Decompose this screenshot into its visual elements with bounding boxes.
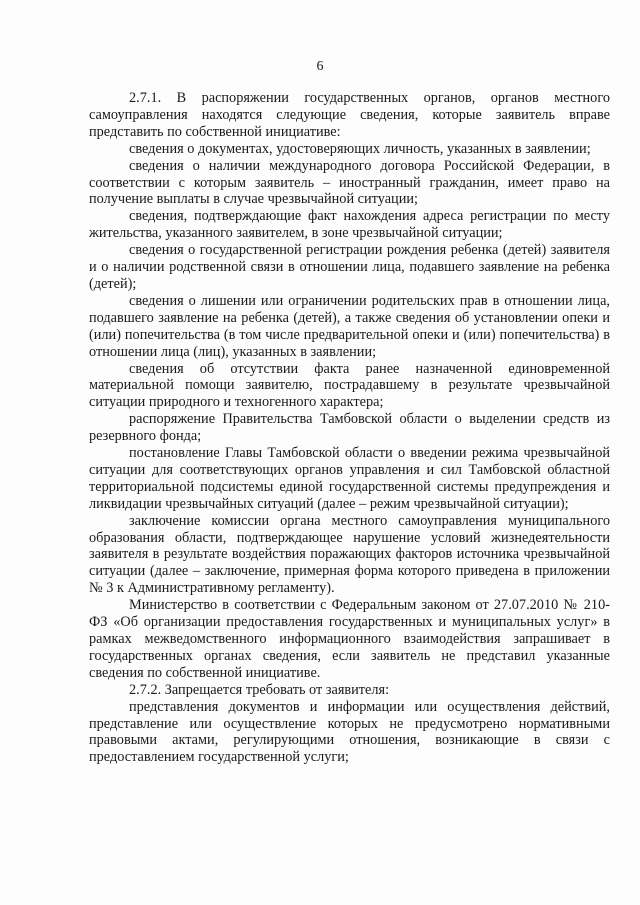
paragraph-2-7-1: 2.7.1. В распоряжении государственных органов, органов местного самоуправления находятся следующие сведения, которые заявитель вправе представить по собственной инициативе: [89,90,610,140]
paragraph-prohibited-documents: представления документов и информации или осуществления действий, представление или осуществление которых не предусмотрено нормативными правовыми актами, регулирующими отношения, возникающие в связи с предоставлением государственной услуги; [89,698,610,766]
paragraph-2-7-2: 2.7.2. Запрещается требовать от заявителя: [129,681,390,698]
page-number: 6 [316,59,324,74]
paragraph-identity-documents: сведения о документах, удостоверяющих личность, указанных в заявлении; [129,140,591,157]
paragraph-government-order: распоряжение Правительства Тамбовской области о выделении средств из резервного фонда; [89,411,610,445]
body-text [89,90,610,766]
paragraph-birth-registration: сведения о государственной регистрации рождения ребенка (детей) заявителя и о наличии родственной связи в отношении лица, подавшего заявление на ребенка (детей); [89,242,610,292]
paragraph-governor-resolution: постановление Главы Тамбовской области о введении режима чрезвычайной ситуации для соответствующих органов управления и сил Тамбовской областной территориальной подсистемы единой государственной системы предупреждения и ликвидации чрезвычайных ситуаций (далее – режим чрезвычайной ситуации); [89,445,610,512]
paragraph-commission-conclusion: заключение комиссии органа местного самоуправления муниципального образования области, подтверждающее нарушение условий жизнедеятельности заявителя в результате воздействия поражающих факторов источника чрезвычайной ситуации (далее – заключение, примерная форма которого приведена в приложении № 3 к Административному регламенту). [89,512,610,597]
paragraph-ministry-requests: Министерство в соответствии с Федеральным законом от 27.07.2010 № 210-ФЗ «Об организации предоставления государственных и муниципальных услуг» в рамках межведомственного информационного взаимодействия запрашивает в государственных органах сведения, если заявитель не представил указанные сведения по собственной инициативе. [89,597,610,681]
paragraph-parental-rights: сведения о лишении или ограничении родительских прав в отношении лица, подавшего заявление на ребенка (детей), а также сведения об установлении опеки и (или) попечительства (в том числе предварительной опеки и (или) попечительства) в отношении лица (лиц), указанных в заявлении; [89,292,610,360]
paragraph-registration-address: сведения, подтверждающие факт нахождения адреса регистрации по месту жительства, указанного заявителем, в зоне чрезвычайной ситуации; [89,208,610,242]
paragraph-international-treaty: сведения о наличии международного договора Российской Федерации, в соответствии с которым заявитель – иностранный гражданин, имеет право на получение выплаты в случае чрезвычайной ситуации; [89,157,610,208]
paragraph-prior-assistance: сведения об отсутствии факта ранее назначенной единовременной материальной помощи заявителю, пострадавшему в результате чрезвычайной ситуации природного и техногенного характера; [89,360,610,411]
